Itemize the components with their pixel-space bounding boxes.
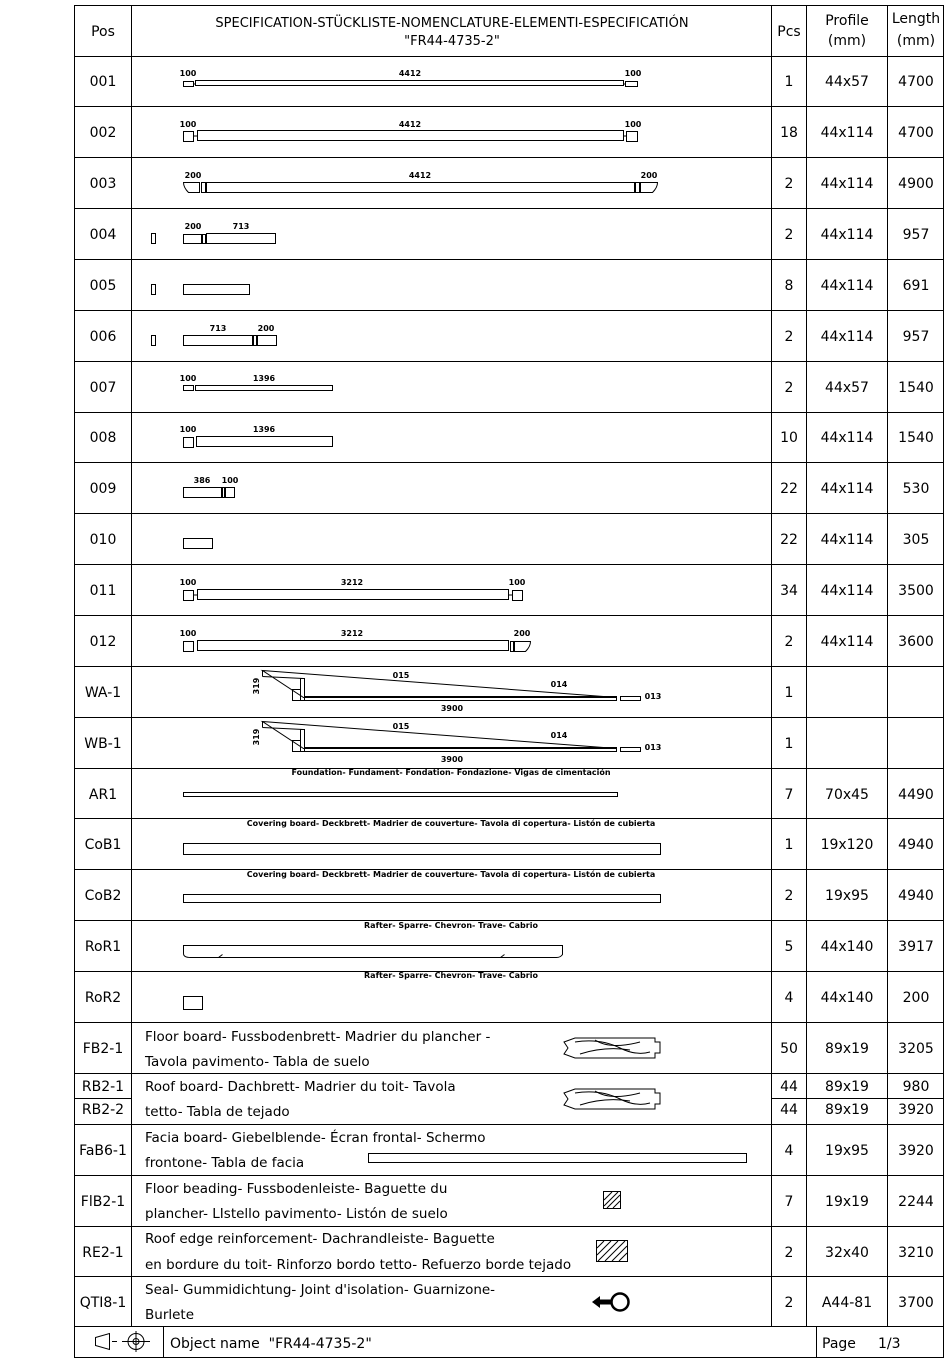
row-profile-secondary: 89x19 <box>825 1102 869 1118</box>
dimension-label: 713 <box>209 324 227 333</box>
row-pcs: 2 <box>784 329 794 345</box>
header-length: Length <box>891 11 941 27</box>
dimension-label: 319 <box>252 728 261 746</box>
row-profile: 44x114 <box>820 430 874 446</box>
row-pos: WA-1 <box>84 685 122 701</box>
row-profile: 19x19 <box>825 1194 869 1210</box>
row-length: 4940 <box>898 888 934 904</box>
floor-board-profile-icon <box>564 1038 660 1058</box>
part-description: tetto- Tabla de tejado <box>145 1104 290 1120</box>
part-drawing-001 <box>184 81 638 87</box>
row-pcs: 4 <box>784 1143 794 1159</box>
header-pos: Pos <box>91 24 115 40</box>
dimension-label: 015 <box>392 671 410 680</box>
header-pcs: Pcs <box>777 24 801 40</box>
page-label: Page <box>822 1336 856 1352</box>
part-description: Seal- Gummidichtung- Joint d'isolation- Guarnizone- <box>145 1282 496 1298</box>
dimension-label: 100 <box>179 629 197 638</box>
dimension-label: 013 <box>644 743 662 752</box>
footer-projection-icon <box>96 1331 151 1352</box>
part-drawing-ror2 <box>184 997 203 1010</box>
part-description: Tavola pavimento- Tabla de suelo <box>145 1054 370 1070</box>
dimension-label: 100 <box>624 69 642 78</box>
row-pcs-secondary: 44 <box>780 1102 798 1118</box>
row-pos: 002 <box>89 125 117 141</box>
row-length: 4900 <box>898 176 934 192</box>
part-drawing-012 <box>184 641 531 652</box>
row-length: 3917 <box>898 939 934 955</box>
row-pcs: 1 <box>784 685 794 701</box>
dimension-label: 713 <box>232 222 250 231</box>
part-drawing-cob2 <box>184 895 661 903</box>
dimension-label: 014 <box>550 680 568 689</box>
dimension-label: 200 <box>184 171 202 180</box>
hatched-profile-icon <box>604 1192 621 1209</box>
part-drawing-cob1 <box>184 844 661 855</box>
row-profile: 44x114 <box>820 227 874 243</box>
row-pos-secondary: RB2-2 <box>81 1102 125 1118</box>
row-pos: QTI8-1 <box>79 1295 127 1311</box>
row-pos: 003 <box>89 176 117 192</box>
part-description: Roof board- Dachbrett- Madrier du toit- Tavola <box>145 1079 456 1095</box>
dimension-labels <box>180 69 662 764</box>
row-pos: RB2-1 <box>81 1079 125 1095</box>
part-drawing-003 <box>184 183 658 193</box>
dimension-label: 015 <box>392 722 410 731</box>
dimension-label: 200 <box>513 629 531 638</box>
row-pcs: 2 <box>784 227 794 243</box>
dimension-label: 3900 <box>440 755 464 764</box>
page-number: 1/3 <box>878 1336 901 1352</box>
row-profile: 44x57 <box>825 380 869 396</box>
row-length: 3210 <box>898 1245 934 1261</box>
row-length: 305 <box>902 532 930 548</box>
row-length: 3205 <box>898 1041 934 1057</box>
part-caption: Rafter- Sparre- Chevron- Trave- Cabrio <box>364 921 538 930</box>
dimension-label: 4412 <box>398 120 422 129</box>
row-pcs: 2 <box>784 888 794 904</box>
part-drawing-wa-1 <box>263 671 641 701</box>
row-profile: 19x120 <box>820 837 874 853</box>
header-length-unit: (mm) <box>896 33 936 49</box>
row-pcs: 22 <box>780 532 798 548</box>
row-pcs: 1 <box>784 736 794 752</box>
row-pcs: 10 <box>780 430 798 446</box>
part-description: Roof edge reinforcement- Dachrandleiste- Baguette <box>145 1231 495 1247</box>
row-pcs: 1 <box>784 74 794 90</box>
part-description: en bordure du toit- Rinforzo bordo tetto- Refuerzo borde tejado <box>145 1257 572 1273</box>
dimension-label: 1396 <box>252 374 276 383</box>
part-drawing-008 <box>184 437 333 448</box>
row-length: 3920 <box>898 1143 934 1159</box>
row-pcs: 2 <box>784 1245 794 1261</box>
row-pcs: 44 <box>780 1079 798 1095</box>
row-length: 1540 <box>898 380 934 396</box>
part-description: Floor board- Fussbodenbrett- Madrier du plancher - <box>145 1029 491 1045</box>
row-pcs: 2 <box>784 380 794 396</box>
header-profile-unit: (mm) <box>827 33 867 49</box>
row-profile: 44x57 <box>825 74 869 90</box>
row-length: 4940 <box>898 837 934 853</box>
row-length: 957 <box>902 227 930 243</box>
dimension-label: 100 <box>179 578 197 587</box>
part-drawing-011 <box>184 590 523 601</box>
row-length: 530 <box>902 481 930 497</box>
footer <box>170 1336 901 1352</box>
row-profile: 44x114 <box>820 278 874 294</box>
row-profile: 44x114 <box>820 583 874 599</box>
row-profile: 32x40 <box>825 1245 869 1261</box>
part-drawing-wb-1 <box>263 722 641 752</box>
row-pcs: 18 <box>780 125 798 141</box>
part-drawings <box>152 81 747 1163</box>
part-drawing-ar1 <box>184 793 618 797</box>
part-drawing-004 <box>152 234 276 244</box>
dimension-label: 200 <box>257 324 275 333</box>
dimension-label: 4412 <box>398 69 422 78</box>
row-profile: 44x114 <box>820 481 874 497</box>
row-length: 1540 <box>898 430 934 446</box>
part-caption: Covering board- Deckbrett- Madrier de couverture- Tavola di copertura- Listón de cubierta <box>246 819 656 828</box>
row-pos: 004 <box>89 227 117 243</box>
row-pos: 010 <box>89 532 117 548</box>
row-length: 3600 <box>898 634 934 650</box>
dimension-label: 100 <box>624 120 642 129</box>
dimension-label: 100 <box>221 476 239 485</box>
part-drawing-005 <box>152 285 250 295</box>
row-profile: 89x19 <box>825 1041 869 1057</box>
table-header <box>91 11 940 49</box>
part-drawing-002 <box>184 131 638 142</box>
row-length: 200 <box>902 990 930 1006</box>
row-profile: A44-81 <box>821 1295 873 1311</box>
row-pos: RoR2 <box>84 990 122 1006</box>
part-caption: Rafter- Sparre- Chevron- Trave- Cabrio <box>364 971 538 980</box>
part-caption: Foundation- Fundament- Fondation- Fondazione- Vigas de cimentación <box>291 768 611 777</box>
part-drawing-006 <box>152 336 277 346</box>
row-pos: AR1 <box>88 787 118 803</box>
row-pos: 005 <box>89 278 117 294</box>
roof-board-profile-icon <box>564 1089 660 1109</box>
hatched-profile-icon <box>597 1241 628 1262</box>
row-pcs: 2 <box>784 176 794 192</box>
row-length: 2244 <box>898 1194 934 1210</box>
row-pos: CoB2 <box>84 888 122 904</box>
dimension-label: 100 <box>508 578 526 587</box>
row-pcs: 22 <box>780 481 798 497</box>
row-pos: RE2-1 <box>82 1245 124 1261</box>
row-profile: 44x114 <box>820 329 874 345</box>
part-drawing-007 <box>184 386 333 391</box>
row-pos: FlB2-1 <box>80 1194 126 1210</box>
row-pcs: 5 <box>784 939 794 955</box>
part-description: frontone- Tabla de facia <box>145 1155 305 1171</box>
row-length: 4700 <box>898 74 934 90</box>
row-pos: 009 <box>89 481 117 497</box>
row-pcs: 1 <box>784 837 794 853</box>
row-pos: FB2-1 <box>82 1041 124 1057</box>
row-pcs: 2 <box>784 634 794 650</box>
row-pos: 011 <box>89 583 117 599</box>
dimension-label: 100 <box>179 69 197 78</box>
row-profile: 44x114 <box>820 634 874 650</box>
dimension-label: 1396 <box>252 425 276 434</box>
dimension-label: 4412 <box>408 171 432 180</box>
dimension-label: 014 <box>550 731 568 740</box>
part-description: plancher- LIstello pavimento- Listón de suelo <box>145 1206 448 1222</box>
seal-profile-icon <box>592 1294 629 1311</box>
row-pcs: 8 <box>784 278 794 294</box>
dimension-label: 100 <box>179 120 197 129</box>
dimension-label: 3212 <box>340 578 364 587</box>
dimension-label: 386 <box>193 476 211 485</box>
row-length-secondary: 3920 <box>898 1102 934 1118</box>
row-profile: 19x95 <box>825 888 869 904</box>
row-pcs: 4 <box>784 990 794 1006</box>
object-name: Object name "FR44-4735-2" <box>170 1336 372 1352</box>
row-profile: 44x140 <box>820 990 874 1006</box>
part-description: Facia board- Giebelblende- Écran frontal- Schermo <box>145 1130 486 1146</box>
row-pos: CoB1 <box>84 837 122 853</box>
row-length: 691 <box>902 278 930 294</box>
row-pos: 007 <box>89 380 117 396</box>
part-drawing-fab6-1 <box>369 1154 747 1163</box>
dimension-label: 013 <box>644 692 662 701</box>
row-profile: 44x114 <box>820 176 874 192</box>
row-length: 4490 <box>898 787 934 803</box>
row-profile: 44x114 <box>820 532 874 548</box>
row-pcs: 2 <box>784 1295 794 1311</box>
dimension-label: 3900 <box>440 704 464 713</box>
dimension-label: 200 <box>184 222 202 231</box>
row-length: 957 <box>902 329 930 345</box>
dimension-label: 319 <box>252 677 261 695</box>
row-pcs: 34 <box>780 583 798 599</box>
row-pcs: 7 <box>784 787 794 803</box>
row-pos: RoR1 <box>84 939 122 955</box>
row-pcs: 7 <box>784 1194 794 1210</box>
row-length: 4700 <box>898 125 934 141</box>
row-profile: 19x95 <box>825 1143 869 1159</box>
dimension-label: 3212 <box>340 629 364 638</box>
header-profile: Profile <box>825 13 869 29</box>
part-drawing-009 <box>184 488 235 498</box>
part-captions <box>247 767 656 980</box>
part-drawing-ror1 <box>184 946 563 958</box>
row-pos: 012 <box>89 634 117 650</box>
row-pos: WB-1 <box>84 736 122 752</box>
row-pos: 001 <box>89 74 117 90</box>
row-profile: 44x114 <box>820 125 874 141</box>
row-length: 980 <box>902 1079 930 1095</box>
dimension-label: 100 <box>179 425 197 434</box>
row-profile: 70x45 <box>825 787 869 803</box>
row-length: 3500 <box>898 583 934 599</box>
part-description: Floor beading- Fussbodenleiste- Baguette du <box>145 1181 448 1197</box>
row-profile: 89x19 <box>825 1079 869 1095</box>
row-pos: 008 <box>89 430 117 446</box>
row-pos: 006 <box>89 329 117 345</box>
sheet-title: SPECIFICATION-STÜCKLISTE-NOMENCLATURE-ELEMENTI-ESPECIFICATIÓN <box>215 16 689 31</box>
sheet-subtitle: "FR44-4735-2" <box>404 34 500 49</box>
part-description: Burlete <box>145 1307 195 1323</box>
row-profile: 44x140 <box>820 939 874 955</box>
row-pcs: 50 <box>780 1041 798 1057</box>
row-pos: FaB6-1 <box>79 1143 127 1159</box>
row-length: 3700 <box>898 1295 934 1311</box>
part-caption: Covering board- Deckbrett- Madrier de couverture- Tavola di copertura- Listón de cubierta <box>246 870 656 879</box>
part-drawing-010 <box>184 539 213 549</box>
dimension-label: 100 <box>179 374 197 383</box>
dimension-label: 200 <box>640 171 658 180</box>
